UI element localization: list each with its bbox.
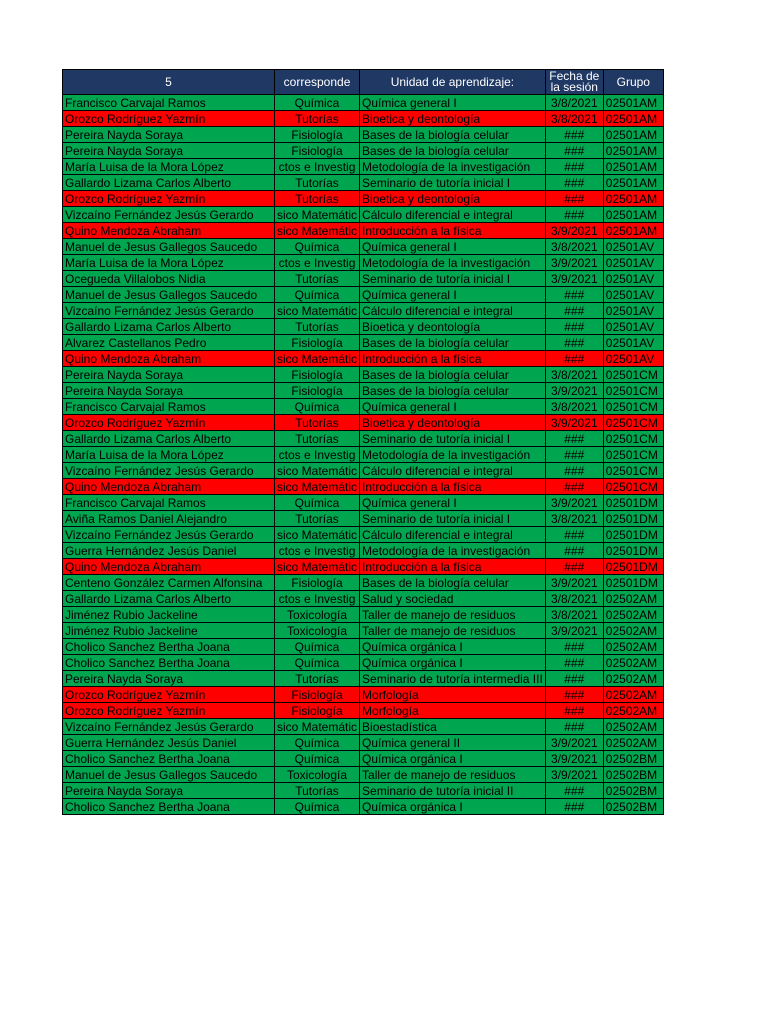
table-row: [63, 303, 664, 319]
cell-session-date[interactable]: 3/9/2021: [545, 575, 603, 591]
table-row: [63, 559, 664, 575]
cell-session-date[interactable]: ###: [545, 639, 603, 655]
cell-group[interactable]: 02502BM: [603, 767, 663, 783]
cell-learning-unit[interactable]: Introducción a la física: [360, 479, 546, 495]
cell-group[interactable]: 02502BM: [603, 799, 663, 815]
cell-session-date[interactable]: 3/9/2021: [545, 223, 603, 239]
cell-teacher-name[interactable]: Gallardo Lizama Carlos Alberto: [63, 175, 275, 191]
cell-learning-unit[interactable]: Seminario de tutoría inicial I: [360, 175, 546, 191]
cell-session-date[interactable]: 3/9/2021: [545, 735, 603, 751]
cell-teacher-name[interactable]: Pereira Nayda Soraya: [63, 367, 275, 383]
cell-session-date[interactable]: ###: [545, 703, 603, 719]
cell-learning-unit[interactable]: Cálculo diferencial e integral: [360, 303, 546, 319]
cell-teacher-name[interactable]: Guerra Hernández Jesús Daniel: [63, 543, 275, 559]
cell-teacher-name[interactable]: Francisco Carvajal Ramos: [63, 495, 275, 511]
cell-session-date[interactable]: ###: [545, 431, 603, 447]
table-row: [63, 207, 664, 223]
cell-learning-unit[interactable]: Química general I: [360, 287, 546, 303]
cell-session-date[interactable]: ###: [545, 559, 603, 575]
cell-learning-unit[interactable]: Salud y sociedad: [360, 591, 546, 607]
cell-learning-unit[interactable]: Metodología de la investigación: [360, 447, 546, 463]
header-area[interactable]: corresponde: [275, 70, 360, 95]
cell-learning-unit[interactable]: Introducción a la física: [360, 223, 546, 239]
table-row: [63, 431, 664, 447]
cell-session-date[interactable]: 3/9/2021: [545, 623, 603, 639]
cell-learning-unit[interactable]: Morfología: [360, 687, 546, 703]
table-row: [63, 751, 664, 767]
cell-session-date[interactable]: ###: [545, 655, 603, 671]
cell-academy[interactable]: Fisiología: [275, 703, 360, 719]
cell-teacher-name[interactable]: Gallardo Lizama Carlos Alberto: [63, 431, 275, 447]
cell-academy[interactable]: sico Matemátic: [275, 303, 360, 319]
cell-teacher-name[interactable]: Pereira Nayda Soraya: [63, 143, 275, 159]
cell-learning-unit[interactable]: Bioetica y deontología: [360, 111, 546, 127]
cell-learning-unit[interactable]: Bases de la biología celular: [360, 367, 546, 383]
table-row: [63, 655, 664, 671]
cell-session-date[interactable]: ###: [545, 127, 603, 143]
cell-academy[interactable]: Tutorías: [275, 415, 360, 431]
cell-academy[interactable]: Toxicología: [275, 767, 360, 783]
cell-group[interactable]: 02501AM: [603, 111, 663, 127]
cell-academy[interactable]: Química: [275, 495, 360, 511]
cell-group[interactable]: 02501CM: [603, 479, 663, 495]
table-row: [63, 127, 664, 143]
cell-session-date[interactable]: ###: [545, 687, 603, 703]
cell-learning-unit[interactable]: Metodología de la investigación: [360, 543, 546, 559]
cell-academy[interactable]: Tutorías: [275, 783, 360, 799]
cell-academy[interactable]: Tutorías: [275, 431, 360, 447]
cell-academy[interactable]: Fisiología: [275, 687, 360, 703]
cell-teacher-name[interactable]: María Luisa de la Mora López: [63, 447, 275, 463]
cell-session-date[interactable]: 3/8/2021: [545, 367, 603, 383]
cell-teacher-name[interactable]: Orozco Rodríguez Yazmín: [63, 415, 275, 431]
cell-session-date[interactable]: ###: [545, 287, 603, 303]
table-row: [63, 367, 664, 383]
table-row: [63, 159, 664, 175]
cell-academy[interactable]: sico Matemátic: [275, 527, 360, 543]
cell-teacher-name[interactable]: Vizcaíno Fernández Jesús Gerardo: [63, 463, 275, 479]
header-number[interactable]: 5: [63, 70, 275, 95]
cell-academy[interactable]: ctos e Investig: [275, 543, 360, 559]
header-group[interactable]: Grupo: [603, 70, 663, 95]
header-unit[interactable]: Unidad de aprendizaje:: [360, 70, 546, 95]
cell-learning-unit[interactable]: Química general I: [360, 239, 546, 255]
table-row: [63, 191, 664, 207]
cell-teacher-name[interactable]: Gallardo Lizama Carlos Alberto: [63, 591, 275, 607]
cell-teacher-name[interactable]: Cholico Sanchez Bertha Joana: [63, 639, 275, 655]
cell-teacher-name[interactable]: Cholico Sanchez Bertha Joana: [63, 751, 275, 767]
cell-group[interactable]: 02501CM: [603, 367, 663, 383]
cell-teacher-name[interactable]: Jiménez Rubio Jackeline: [63, 607, 275, 623]
cell-learning-unit[interactable]: Bases de la biología celular: [360, 143, 546, 159]
cell-group[interactable]: 02502AM: [603, 639, 663, 655]
cell-teacher-name[interactable]: Gallardo Lizama Carlos Alberto: [63, 319, 275, 335]
cell-session-date[interactable]: 3/8/2021: [545, 511, 603, 527]
cell-group[interactable]: 02501AM: [603, 223, 663, 239]
cell-session-date[interactable]: 3/8/2021: [545, 239, 603, 255]
cell-session-date[interactable]: 3/9/2021: [545, 495, 603, 511]
table-row: [63, 335, 664, 351]
table-row: [63, 479, 664, 495]
table-row: [63, 271, 664, 287]
cell-session-date[interactable]: ###: [545, 207, 603, 223]
cell-group[interactable]: 02502AM: [603, 703, 663, 719]
cell-session-date[interactable]: 3/8/2021: [545, 591, 603, 607]
table-row: [63, 719, 664, 735]
table-row: [63, 319, 664, 335]
table-row: [63, 383, 664, 399]
cell-teacher-name[interactable]: Centeno González Carmen Alfonsina: [63, 575, 275, 591]
cell-teacher-name[interactable]: Guerra Hernández Jesús Daniel: [63, 735, 275, 751]
table-row: [63, 575, 664, 591]
table-row: [63, 767, 664, 783]
cell-teacher-name[interactable]: Cholico Sanchez Bertha Joana: [63, 799, 275, 815]
cell-session-date[interactable]: 3/8/2021: [545, 95, 603, 111]
cell-learning-unit[interactable]: Bases de la biología celular: [360, 335, 546, 351]
cell-teacher-name[interactable]: Pereira Nayda Soraya: [63, 127, 275, 143]
cell-academy[interactable]: Fisiología: [275, 335, 360, 351]
cell-group[interactable]: 02501AM: [603, 175, 663, 191]
table-row: [63, 351, 664, 367]
cell-learning-unit[interactable]: Taller de manejo de residuos: [360, 623, 546, 639]
header-row: [63, 70, 664, 95]
cell-teacher-name[interactable]: Quino Mendoza Abraham: [63, 223, 275, 239]
cell-learning-unit[interactable]: Química general I: [360, 495, 546, 511]
cell-teacher-name[interactable]: Quino Mendoza Abraham: [63, 479, 275, 495]
cell-learning-unit[interactable]: Introducción a la física: [360, 351, 546, 367]
cell-academy[interactable]: Fisiología: [275, 143, 360, 159]
table-row: [63, 223, 664, 239]
cell-learning-unit[interactable]: Bioestadística: [360, 719, 546, 735]
cell-learning-unit[interactable]: Química orgánica I: [360, 751, 546, 767]
cell-group[interactable]: 02501AM: [603, 143, 663, 159]
cell-group[interactable]: 02501AV: [603, 351, 663, 367]
cell-session-date[interactable]: 3/9/2021: [545, 255, 603, 271]
cell-learning-unit[interactable]: Cálculo diferencial e integral: [360, 527, 546, 543]
cell-session-date[interactable]: ###: [545, 783, 603, 799]
cell-learning-unit[interactable]: Cálculo diferencial e integral: [360, 207, 546, 223]
cell-academy[interactable]: Tutorías: [275, 111, 360, 127]
table-row: [63, 703, 664, 719]
cell-academy[interactable]: Toxicología: [275, 623, 360, 639]
cell-academy[interactable]: sico Matemátic: [275, 207, 360, 223]
cell-group[interactable]: 02501CM: [603, 463, 663, 479]
cell-academy[interactable]: sico Matemátic: [275, 351, 360, 367]
cell-group[interactable]: 02501AM: [603, 127, 663, 143]
cell-learning-unit[interactable]: Química general II: [360, 735, 546, 751]
cell-academy[interactable]: sico Matemátic: [275, 479, 360, 495]
cell-group[interactable]: 02501AV: [603, 319, 663, 335]
cell-teacher-name[interactable]: Ocegueda Villalobos Nidia: [63, 271, 275, 287]
cell-learning-unit[interactable]: Bioetica y deontología: [360, 415, 546, 431]
cell-teacher-name[interactable]: Vizcaíno Fernández Jesús Gerardo: [63, 719, 275, 735]
cell-session-date[interactable]: ###: [545, 143, 603, 159]
cell-learning-unit[interactable]: Metodología de la investigación: [360, 159, 546, 175]
cell-group[interactable]: 02501AM: [603, 207, 663, 223]
table-row: [63, 111, 664, 127]
table-row: [63, 591, 664, 607]
table-row: [63, 143, 664, 159]
cell-group[interactable]: 02501CM: [603, 447, 663, 463]
table-row: [63, 175, 664, 191]
cell-teacher-name[interactable]: Orozco Rodríguez Yazmín: [63, 111, 275, 127]
cell-teacher-name[interactable]: Pereira Nayda Soraya: [63, 783, 275, 799]
table-row: [63, 95, 664, 111]
table-row: [63, 287, 664, 303]
cell-academy[interactable]: Fisiología: [275, 127, 360, 143]
cell-session-date[interactable]: ###: [545, 335, 603, 351]
cell-group[interactable]: 02502AM: [603, 607, 663, 623]
cell-academy[interactable]: Química: [275, 735, 360, 751]
cell-session-date[interactable]: ###: [545, 191, 603, 207]
cell-group[interactable]: 02502AM: [603, 655, 663, 671]
table-row: [63, 783, 664, 799]
cell-teacher-name[interactable]: María Luisa de la Mora López: [63, 255, 275, 271]
cell-group[interactable]: 02502AM: [603, 719, 663, 735]
cell-session-date[interactable]: 3/9/2021: [545, 415, 603, 431]
cell-teacher-name[interactable]: Pereira Nayda Soraya: [63, 383, 275, 399]
cell-academy[interactable]: ctos e Investig: [275, 159, 360, 175]
cell-academy[interactable]: Tutorías: [275, 175, 360, 191]
cell-group[interactable]: 02502BM: [603, 751, 663, 767]
cell-group[interactable]: 02501DM: [603, 527, 663, 543]
cell-teacher-name[interactable]: Francisco Carvajal Ramos: [63, 399, 275, 415]
cell-learning-unit[interactable]: Bases de la biología celular: [360, 383, 546, 399]
cell-session-date[interactable]: ###: [545, 351, 603, 367]
cell-teacher-name[interactable]: Quino Mendoza Abraham: [63, 351, 275, 367]
cell-learning-unit[interactable]: Seminario de tutoría intermedia III: [360, 671, 546, 687]
cell-academy[interactable]: Química: [275, 655, 360, 671]
cell-group[interactable]: 02502AM: [603, 591, 663, 607]
cell-academy[interactable]: ctos e Investig: [275, 447, 360, 463]
cell-session-date[interactable]: ###: [545, 671, 603, 687]
cell-learning-unit[interactable]: Seminario de tutoría inicial I: [360, 431, 546, 447]
cell-session-date[interactable]: 3/8/2021: [545, 399, 603, 415]
table-row: [63, 687, 664, 703]
cell-academy[interactable]: Tutorías: [275, 671, 360, 687]
cell-teacher-name[interactable]: Aviña Ramos Daniel Alejandro: [63, 511, 275, 527]
cell-group[interactable]: 02501DM: [603, 543, 663, 559]
cell-teacher-name[interactable]: Cholico Sanchez Bertha Joana: [63, 655, 275, 671]
cell-session-date[interactable]: ###: [545, 159, 603, 175]
cell-learning-unit[interactable]: Química orgánica I: [360, 639, 546, 655]
cell-academy[interactable]: sico Matemátic: [275, 463, 360, 479]
cell-academy[interactable]: Toxicología: [275, 607, 360, 623]
cell-academy[interactable]: Química: [275, 239, 360, 255]
cell-learning-unit[interactable]: Bioetica y deontología: [360, 191, 546, 207]
table-row: [63, 495, 664, 511]
cell-group[interactable]: 02501AM: [603, 191, 663, 207]
cell-teacher-name[interactable]: Vizcaíno Fernández Jesús Gerardo: [63, 303, 275, 319]
cell-academy[interactable]: sico Matemátic: [275, 223, 360, 239]
table-row: [63, 543, 664, 559]
cell-teacher-name[interactable]: Orozco Rodríguez Yazmín: [63, 687, 275, 703]
cell-session-date[interactable]: ###: [545, 175, 603, 191]
cell-learning-unit[interactable]: Taller de manejo de residuos: [360, 767, 546, 783]
cell-group[interactable]: 02502BM: [603, 783, 663, 799]
schedule-sheet: [62, 69, 664, 815]
cell-teacher-name[interactable]: Manuel de Jesus Gallegos Saucedo: [63, 767, 275, 783]
cell-learning-unit[interactable]: Química general I: [360, 95, 546, 111]
cell-group[interactable]: 02501DM: [603, 495, 663, 511]
cell-group[interactable]: 02501CM: [603, 415, 663, 431]
table-row: [63, 239, 664, 255]
cell-academy[interactable]: ctos e Investig: [275, 255, 360, 271]
table-row: [63, 527, 664, 543]
cell-group[interactable]: 02501AV: [603, 271, 663, 287]
cell-teacher-name[interactable]: Jiménez Rubio Jackeline: [63, 623, 275, 639]
table-row: [63, 447, 664, 463]
cell-academy[interactable]: Química: [275, 751, 360, 767]
cell-academy[interactable]: Fisiología: [275, 383, 360, 399]
table-row: [63, 735, 664, 751]
cell-session-date[interactable]: ###: [545, 463, 603, 479]
cell-academy[interactable]: Fisiología: [275, 367, 360, 383]
table-row: [63, 623, 664, 639]
cell-learning-unit[interactable]: Química general I: [360, 399, 546, 415]
cell-academy[interactable]: Química: [275, 799, 360, 815]
cell-group[interactable]: 02501CM: [603, 399, 663, 415]
cell-teacher-name[interactable]: Vizcaíno Fernández Jesús Gerardo: [63, 527, 275, 543]
cell-session-date[interactable]: ###: [545, 303, 603, 319]
cell-teacher-name[interactable]: Orozco Rodríguez Yazmín: [63, 703, 275, 719]
cell-learning-unit[interactable]: Química orgánica I: [360, 799, 546, 815]
cell-teacher-name[interactable]: Vizcaíno Fernández Jesús Gerardo: [63, 207, 275, 223]
cell-learning-unit[interactable]: Bases de la biología celular: [360, 127, 546, 143]
cell-learning-unit[interactable]: Introducción a la física: [360, 559, 546, 575]
cell-session-date[interactable]: 3/9/2021: [545, 767, 603, 783]
cell-academy[interactable]: Química: [275, 639, 360, 655]
cell-group[interactable]: 02502AM: [603, 623, 663, 639]
cell-learning-unit[interactable]: Cálculo diferencial e integral: [360, 463, 546, 479]
table-row: [63, 607, 664, 623]
cell-session-date[interactable]: ###: [545, 319, 603, 335]
cell-academy[interactable]: Tutorías: [275, 511, 360, 527]
cell-group[interactable]: 02501AV: [603, 255, 663, 271]
table-row: [63, 799, 664, 815]
cell-group[interactable]: 02501DM: [603, 575, 663, 591]
cell-academy[interactable]: Tutorías: [275, 271, 360, 287]
cell-learning-unit[interactable]: Seminario de tutoría inicial I: [360, 511, 546, 527]
header-date[interactable]: Fecha de la sesión: [545, 70, 603, 95]
cell-academy[interactable]: Tutorías: [275, 319, 360, 335]
table-row: [63, 255, 664, 271]
cell-session-date[interactable]: ###: [545, 447, 603, 463]
cell-session-date[interactable]: ###: [545, 543, 603, 559]
cell-academy[interactable]: Química: [275, 399, 360, 415]
cell-academy[interactable]: sico Matemátic: [275, 719, 360, 735]
cell-academy[interactable]: Química: [275, 95, 360, 111]
table-row: [63, 399, 664, 415]
cell-learning-unit[interactable]: Morfología: [360, 703, 546, 719]
cell-session-date[interactable]: ###: [545, 799, 603, 815]
cell-learning-unit[interactable]: Taller de manejo de residuos: [360, 607, 546, 623]
cell-academy[interactable]: ctos e Investig: [275, 591, 360, 607]
cell-group[interactable]: 02501DM: [603, 559, 663, 575]
cell-group[interactable]: 02501AM: [603, 159, 663, 175]
cell-group[interactable]: 02501AM: [603, 95, 663, 111]
cell-session-date[interactable]: 3/8/2021: [545, 111, 603, 127]
cell-teacher-name[interactable]: Manuel de Jesus Gallegos Saucedo: [63, 287, 275, 303]
table-row: [63, 415, 664, 431]
cell-teacher-name[interactable]: Quino Mendoza Abraham: [63, 559, 275, 575]
cell-group[interactable]: 02501AV: [603, 239, 663, 255]
cell-teacher-name[interactable]: Pereira Nayda Soraya: [63, 671, 275, 687]
cell-academy[interactable]: sico Matemátic: [275, 559, 360, 575]
table-row: [63, 639, 664, 655]
cell-group[interactable]: 02501AV: [603, 287, 663, 303]
cell-academy[interactable]: Fisiología: [275, 575, 360, 591]
cell-teacher-name[interactable]: Orozco Rodríguez Yazmín: [63, 191, 275, 207]
cell-session-date[interactable]: ###: [545, 719, 603, 735]
cell-academy[interactable]: Tutorías: [275, 191, 360, 207]
cell-learning-unit[interactable]: Seminario de tutoría inicial II: [360, 783, 546, 799]
cell-teacher-name[interactable]: María Luisa de la Mora López: [63, 159, 275, 175]
cell-session-date[interactable]: 3/9/2021: [545, 751, 603, 767]
table-row: [63, 511, 664, 527]
cell-group[interactable]: 02502AM: [603, 735, 663, 751]
cell-group[interactable]: 02502AM: [603, 687, 663, 703]
cell-learning-unit[interactable]: Metodología de la investigación: [360, 255, 546, 271]
cell-learning-unit[interactable]: Seminario de tutoría inicial I: [360, 271, 546, 287]
cell-group[interactable]: 02501AV: [603, 303, 663, 319]
cell-learning-unit[interactable]: Bioetica y deontología: [360, 319, 546, 335]
cell-group[interactable]: 02501AV: [603, 335, 663, 351]
cell-teacher-name[interactable]: Francisco Carvajal Ramos: [63, 95, 275, 111]
cell-group[interactable]: 02502AM: [603, 671, 663, 687]
cell-session-date[interactable]: 3/9/2021: [545, 271, 603, 287]
schedule-rows: [63, 95, 664, 815]
cell-session-date[interactable]: 3/8/2021: [545, 607, 603, 623]
cell-group[interactable]: 02501CM: [603, 383, 663, 399]
cell-teacher-name[interactable]: Alvarez Castellanos Pedro: [63, 335, 275, 351]
cell-learning-unit[interactable]: Química orgánica I: [360, 655, 546, 671]
cell-group[interactable]: 02501CM: [603, 431, 663, 447]
cell-academy[interactable]: Química: [275, 287, 360, 303]
cell-session-date[interactable]: 3/9/2021: [545, 383, 603, 399]
cell-session-date[interactable]: ###: [545, 479, 603, 495]
cell-group[interactable]: 02501DM: [603, 511, 663, 527]
cell-learning-unit[interactable]: Bases de la biología celular: [360, 575, 546, 591]
table-row: [63, 463, 664, 479]
table-row: [63, 671, 664, 687]
cell-teacher-name[interactable]: Manuel de Jesus Gallegos Saucedo: [63, 239, 275, 255]
cell-session-date[interactable]: ###: [545, 527, 603, 543]
